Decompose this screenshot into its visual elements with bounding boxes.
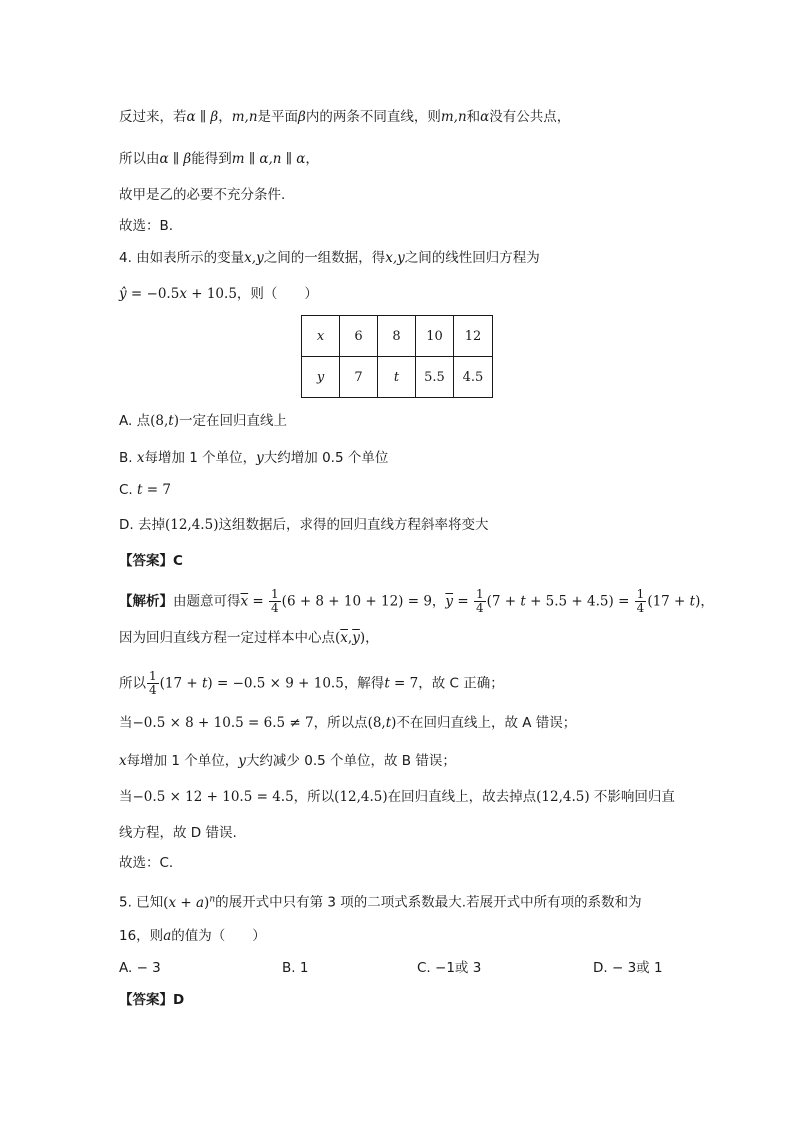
table-cell: 10 xyxy=(416,316,454,357)
option-d: D. 去掉(12,4.5)这组数据后，求得的回归直线方程斜率将变大 xyxy=(119,517,489,533)
math-alpha-parallel-beta: α ∥ β xyxy=(186,109,219,125)
q5-option-a: A. − 3 xyxy=(119,960,161,976)
table-cell: 5.5 xyxy=(416,357,454,398)
explanation-line-5: x每增加 1 个单位，y大约减少 0.5 个单位，故 B 错误； xyxy=(119,753,456,769)
q5-answer-label: 【答案】D xyxy=(119,992,185,1008)
table-cell: 6 xyxy=(340,316,378,357)
explanation-line-7: 线方程，故 D 错误. xyxy=(119,825,237,841)
question-4-equation: ŷ = −0.5x + 10.5，则（ ） xyxy=(119,286,318,302)
explanation-line-6: 当−0.5 × 12 + 10.5 = 4.5，所以(12,4.5)在回归直线上，故去掉点(12,4.5) 不影响回归直 xyxy=(119,789,675,805)
table-cell: 12 xyxy=(454,316,493,357)
explanation-line-1: 【解析】由题意可得$\overline{x}$ = $\frac{1}{4}$ (6 + 8 + 10 + 12) = 9，$\overline{y}$ = $\frac{1}{4}$ (7 + t + 5.5 + 4.5) = $\frac{1}{4}$ (17 + t)， xyxy=(119,587,714,615)
explanation-line-8: 故选：C. xyxy=(119,855,174,871)
text-line-converse: 反过来，若α ∥ β，m,n是平面β内的两条不同直线，则m,n和α没有公共点， xyxy=(119,109,571,125)
option-a: A. 点(8,t)一定在回归直线上 xyxy=(119,413,287,429)
data-table xyxy=(301,315,493,398)
answer-label: 【答案】C xyxy=(119,553,183,569)
table-cell: t xyxy=(378,357,416,398)
text-line-therefore: 所以由α ∥ β能得到m ∥ α,n ∥ α， xyxy=(119,151,319,167)
text-line-answer-b: 故选：B. xyxy=(119,218,174,234)
table-row xyxy=(302,316,493,357)
q5-option-c: C. −1或 3 xyxy=(417,960,482,976)
table-cell: 4.5 xyxy=(454,357,493,398)
table-header-cell: x xyxy=(302,316,340,357)
explanation-line-2: 因为回归直线方程一定过样本中心点$(\overline{x},\overline{y})$， xyxy=(119,630,379,646)
option-c: C. t = 7 xyxy=(119,482,171,498)
text-line-conclusion: 故甲是乙的必要不充分条件. xyxy=(119,187,286,203)
explanation-line-4: 当−0.5 × 8 + 10.5 = 6.5 ≠ 7，所以点(8,t)不在回归直线上，故 A 错误； xyxy=(119,715,577,731)
q5-option-b: B. 1 xyxy=(282,960,309,976)
question-5-stem: 5. 已知$(x + a)^n$的展开式中只有第 3 项的二项式系数最大.若展开式中所有项的系数和为 xyxy=(119,894,642,911)
q5-option-d: D. − 3或 1 xyxy=(593,960,663,976)
option-b: B. x每增加 1 个单位，y大约增加 0.5 个单位 xyxy=(119,450,389,466)
table-cell: 7 xyxy=(340,357,378,398)
question-5-stem-line-2: 16，则a的值为（ ） xyxy=(119,928,266,944)
table-header-cell: y xyxy=(302,357,340,398)
explanation-line-3: 所以 $\frac{1}{4}$ (17 + t) = −0.5 × 9 + 10.5，解得t = 7，故 C 正确； xyxy=(119,669,504,697)
table-row xyxy=(302,357,493,398)
question-4-stem: 4. 由如表所示的变量x,y之间的一组数据，得x,y之间的线性回归方程为 xyxy=(119,250,540,266)
table-cell: 8 xyxy=(378,316,416,357)
